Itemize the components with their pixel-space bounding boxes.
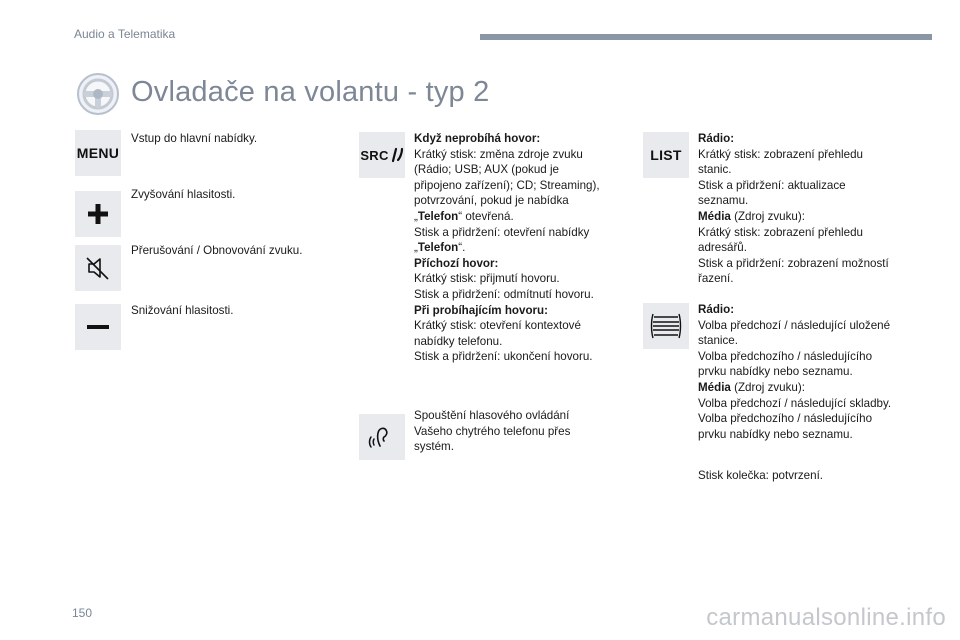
list-line: seznamu. [698,194,749,208]
src-line [414,209,600,225]
mute-button [75,245,121,291]
src-line: potvrzování, pokud je nabídka [414,194,569,208]
src-line [414,240,600,256]
list-line: adresářů. [698,241,747,255]
src-heading-incoming: Příchozí hovor: [414,256,499,270]
media-suffix: (Zdroj zvuku): [730,209,805,223]
src-button-label: SRC [360,147,389,163]
watermark: carmanualsonline.info [706,604,946,631]
list-line: Stisk a přidržení: aktualizace [698,178,846,192]
telefon-label: Telefon [417,241,459,255]
voice-line: Spouštění hlasového ovládání [414,409,570,422]
scroll-wheel-icon [649,311,683,341]
wheel-line: Volba předchozí / následující skladby. [698,396,892,410]
voice-button [359,414,405,460]
volume-up-button [75,191,121,237]
list-line: Krátký stisk: zobrazení přehledu [698,225,863,239]
plus-icon [87,203,109,225]
src-line: Krátký stisk: otevření kontextové [414,319,581,333]
src-line-end: “ otevřená. [458,209,514,223]
wheel-description [698,302,891,442]
src-line: připojeno zařízení); CD; Streaming), [414,178,600,192]
list-line: Stisk a přidržení: zobrazení možností [698,256,889,270]
list-media-line [698,209,889,225]
src-line: Stisk a přidržení: otevření nabídky [414,225,590,239]
wheel-line: prvku nabídky nebo seznamu. [698,365,853,379]
src-line: Stisk a přidržení: ukončení hovoru. [414,350,593,364]
src-description [414,131,600,365]
page-title: Ovladače na volantu - typ 2 [131,76,490,108]
header-bar [480,34,932,40]
src-line: Krátký stisk: přijmutí hovoru. [414,272,560,286]
media-label: Média [698,380,731,394]
volume-down-description: Snižování hlasitosti. [131,304,234,317]
src-line: Krátký stisk: změna zdroje zvuku [414,147,583,161]
mute-icon [85,255,111,281]
menu-button-label: MENU [76,145,120,161]
list-button-label: LIST [650,147,682,163]
scroll-wheel-button [643,303,689,349]
quote-open: „ [414,209,418,223]
steering-wheel-icon [76,72,120,116]
voice-line: Vašeho chytrého telefonu přes [414,424,571,438]
src-heading-no-call: Když neprobíhá hovor: [414,132,541,145]
voice-icon [367,422,397,452]
wheel-heading-radio: Rádio: [698,303,735,316]
src-heading-ongoing: Při probíhajícím hovoru: [414,303,548,317]
list-button [643,132,689,178]
menu-button [75,130,121,176]
volume-down-button [75,304,121,350]
src-button [359,132,405,178]
wheel-media-line [698,380,891,396]
mute-description: Přerušování / Obnovování zvuku. [131,244,303,257]
src-line: Stisk a přidržení: odmítnutí hovoru. [414,287,594,301]
list-line: řazení. [698,272,734,286]
page-number: 150 [72,606,93,620]
list-line: Krátký stisk: zobrazení přehledu [698,147,863,161]
wheel-line: Volba předchozího / následujícího [698,412,873,426]
src-line: nabídky telefonu. [414,334,503,348]
media-suffix: (Zdroj zvuku): [730,380,805,394]
src-line: (Rádio; USB; AUX (pokud je [414,163,559,177]
wheel-line: stanice. [698,334,738,348]
src-phone-icon [390,147,404,163]
list-heading-radio: Rádio: [698,132,735,145]
quote-open: „ [414,241,418,255]
volume-up-description: Zvyšování hlasitosti. [131,188,236,201]
src-line-end: “. [458,241,466,255]
telefon-label: Telefon [417,209,459,223]
menu-description: Vstup do hlavní nabídky. [131,132,258,145]
wheel-press-description: Stisk kolečka: potvrzení. [698,469,824,482]
list-line: stanic. [698,163,732,177]
media-label: Média [698,209,731,223]
voice-description [414,408,570,455]
wheel-line: Volba předchozí / následující uložené [698,318,891,332]
list-description [698,131,889,287]
wheel-line: prvku nabídky nebo seznamu. [698,427,853,441]
voice-line: systém. [414,440,454,454]
minus-icon [86,316,110,338]
header-section-title: Audio a Telematika [74,27,176,41]
wheel-line: Volba předchozího / následujícího [698,349,873,363]
